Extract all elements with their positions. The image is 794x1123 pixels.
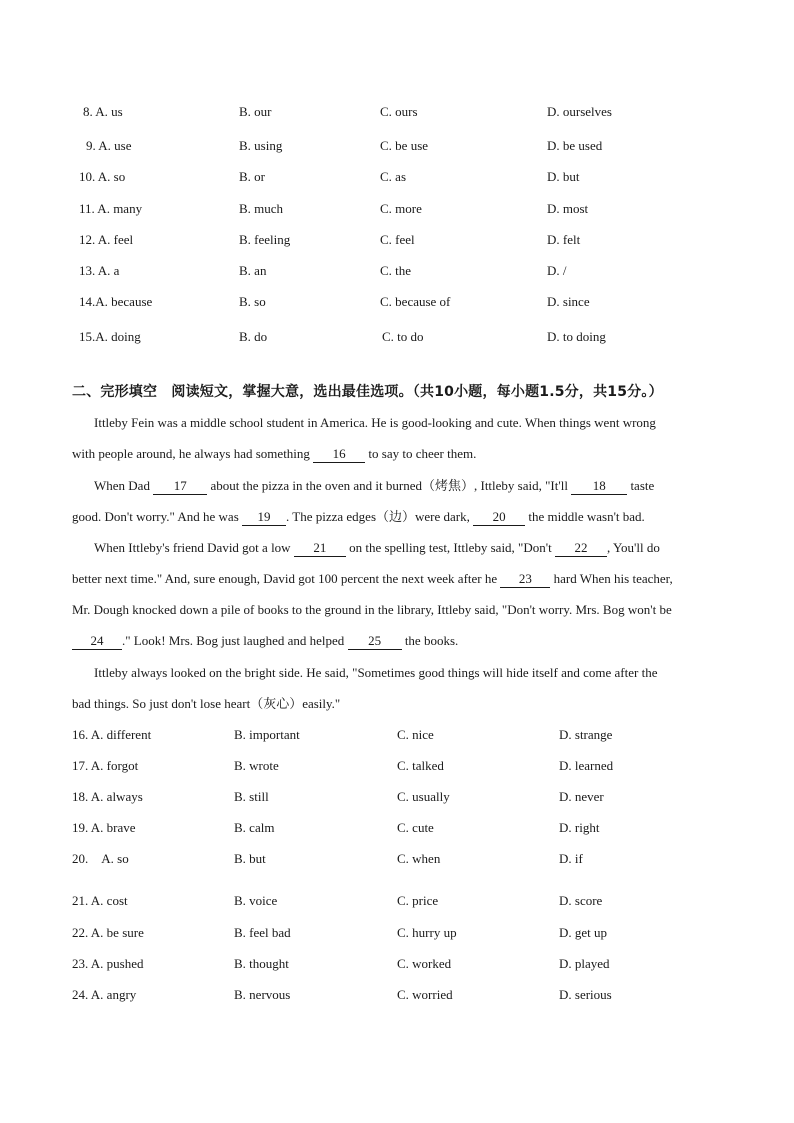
option-a: 12. A. feel [79,232,134,247]
option-d: D. played [559,956,610,971]
question-row-14 [0,293,794,311]
question-row-13 [0,262,794,280]
passage-line [72,694,724,714]
passage-text: When Dad [94,478,154,493]
option-a: 15.A. doing [79,329,141,344]
option-c: C. nice [397,727,434,742]
option-a: 16. A. different [72,727,152,742]
option-a: 10. A. so [79,169,126,184]
option-b: B. do [239,329,268,344]
passage-text: . The pizza edges（边）were dark, [286,509,474,524]
blank-17: 17 [153,478,207,495]
option-c: C. more [380,201,422,216]
option-b: B. feeling [239,232,291,247]
option-c: C. be use [380,138,429,153]
option-b: B. our [239,104,272,119]
question-row-9 [0,137,794,155]
passage-line [72,413,746,433]
option-d: D. right [559,820,600,835]
option-d: D. get up [559,925,608,940]
option-d: D. strange [559,727,613,742]
option-c: C. worked [397,956,452,971]
option-a: 20. A. so [72,851,129,866]
option-d: D. if [559,851,583,866]
passage-text: on the spelling test, Ittleby said, "Don't [345,540,555,555]
option-b: B. an [239,263,267,278]
option-b: B. calm [234,820,275,835]
passage-line [72,569,724,589]
passage-line [72,538,746,558]
passage-text: When Ittleby's friend David got a low [94,540,294,555]
option-b: B. or [239,169,265,184]
passage-text: ." Look! Mrs. Bog just laughed and helped [122,633,348,648]
question-row-20 [0,850,794,868]
option-a: 11. A. many [79,201,143,216]
option-b: B. much [239,201,284,216]
option-c: C. cute [397,820,434,835]
passage-text: the middle wasn't bad. [525,509,645,524]
option-a: 23. A. pushed [72,956,144,971]
question-row-17 [0,757,794,775]
option-c: C. the [380,263,412,278]
passage-text: Mr. Dough knocked down a pile of books to the ground in the library, Ittleby said, "Don't worry. Mrs. Bog won't be [72,602,672,617]
passage-text: , You'll do [606,540,660,555]
passage-line [72,600,724,620]
passage-text: to say to cheer them. [365,446,477,461]
option-b: B. but [234,851,266,866]
option-b: B. using [239,138,283,153]
blank-18: 18 [571,478,627,495]
option-a: 14.A. because [79,294,153,309]
option-b: B. so [239,294,266,309]
question-row-11 [0,200,794,218]
passage-text: Ittleby always looked on the bright side. He said, "Sometimes good things will hide itself and come after the [94,665,658,680]
question-row-19 [0,819,794,837]
question-row-8 [0,103,794,121]
question-row-18 [0,788,794,806]
option-b: B. voice [234,893,278,908]
option-c: C. ours [380,104,418,119]
option-c: C. price [397,893,439,908]
blank-20: 20 [473,509,525,526]
option-c: C. when [397,851,441,866]
passage-line [72,476,746,496]
passage-text: with people around, he always had something [72,446,314,461]
passage-line [72,507,724,527]
passage-text: about the pizza in the oven and it burned（烤焦）, Ittleby said, "It'll [207,478,572,493]
option-d: D. be used [547,138,603,153]
question-row-24 [0,986,794,1004]
section-heading: 二、完形填空 阅读短文，掌握大意，选出最佳选项。（共10小题，每小题1.5分，共15分。） [72,384,663,400]
option-d: D. / [547,263,567,278]
option-d: D. learned [559,758,614,773]
option-d: D. never [559,789,604,804]
option-c: C. as [380,169,406,184]
option-d: D. but [547,169,580,184]
option-c: C. hurry up [397,925,457,940]
option-b: B. feel bad [234,925,291,940]
option-d: D. most [547,201,589,216]
passage-line [72,631,724,651]
passage-line [72,444,724,464]
passage-line [72,663,746,683]
passage-text: good. Don't worry." And he was [72,509,243,524]
option-a: 18. A. always [72,789,143,804]
option-d: D. felt [547,232,581,247]
option-a: 17. A. forgot [72,758,139,773]
blank-24: 24 [72,633,122,650]
passage-text: taste [627,478,655,493]
option-d: D. to doing [547,329,606,344]
option-b: B. nervous [234,987,291,1002]
option-d: D. ourselves [547,104,612,119]
question-row-16 [0,726,794,744]
option-c: C. to do [382,329,424,344]
blank-23: 23 [500,571,550,588]
option-a: 24. A. angry [72,987,137,1002]
option-a: 8. A. us [83,104,123,119]
passage-text: the books. [401,633,459,648]
option-d: D. score [559,893,603,908]
option-a: 22. A. be sure [72,925,144,940]
question-row-23 [0,955,794,973]
option-b: B. important [234,727,300,742]
option-c: C. usually [397,789,450,804]
blank-21: 21 [294,540,346,557]
option-c: C. talked [397,758,444,773]
option-b: B. still [234,789,269,804]
option-a: 13. A. a [79,263,120,278]
blank-22: 22 [555,540,607,557]
question-row-15 [0,328,794,346]
option-d: D. since [547,294,590,309]
question-row-10 [0,168,794,186]
question-row-22 [0,924,794,942]
passage-text: Ittleby Fein was a middle school student in America. He is good-looking and cute. When things went wrong [94,415,656,430]
option-a: 9. A. use [86,138,132,153]
option-c: C. feel [380,232,415,247]
option-d: D. serious [559,987,612,1002]
passage-text: hard When his teacher, [550,571,673,586]
blank-19: 19 [242,509,286,526]
blank-16: 16 [313,446,365,463]
blank-25: 25 [348,633,402,650]
passage-text: bad things. So just don't lose heart（灰心）easily." [72,696,341,711]
option-c: C. because of [380,294,451,309]
option-a: 21. A. cost [72,893,128,908]
passage-text: better next time." And, sure enough, David got 100 percent the next week after he [72,571,501,586]
option-c: C. worried [397,987,453,1002]
option-b: B. thought [234,956,289,971]
option-a: 19. A. brave [72,820,136,835]
question-row-12 [0,231,794,249]
option-b: B. wrote [234,758,279,773]
question-row-21 [0,892,794,910]
